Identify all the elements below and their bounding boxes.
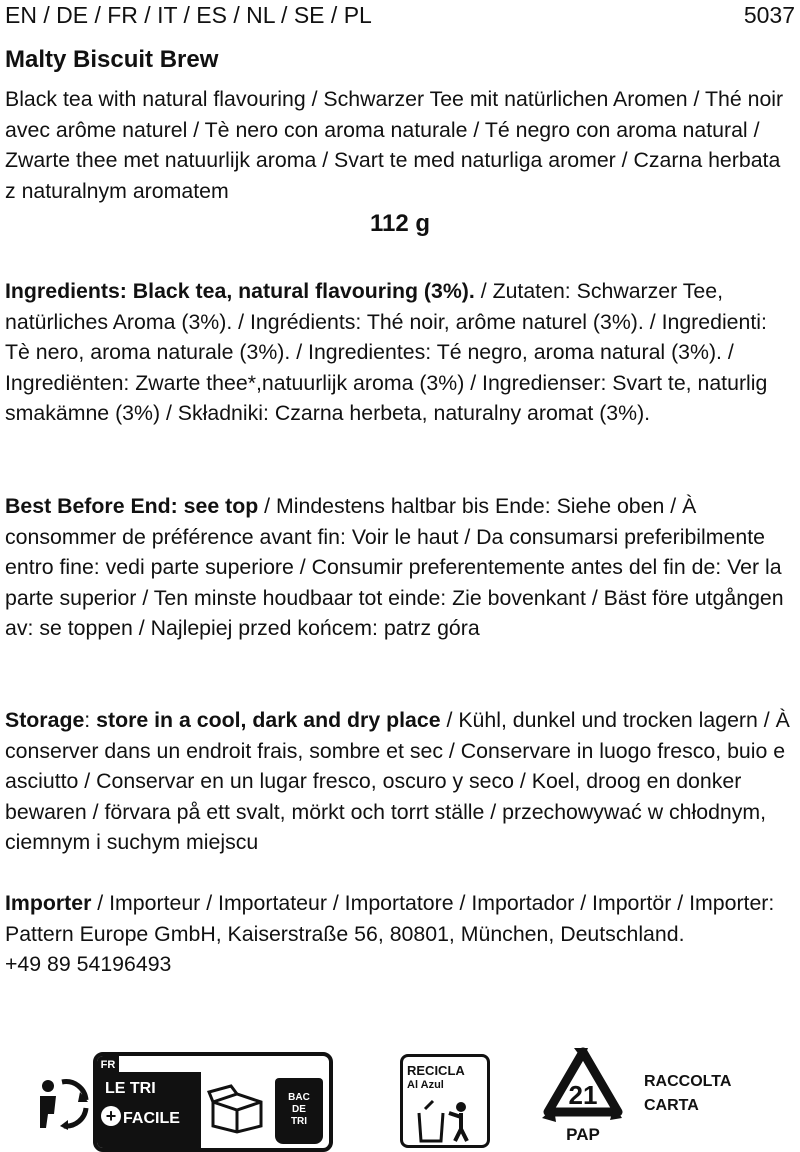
header-row — [5, 0, 795, 34]
bin-text-1: BAC — [288, 1092, 310, 1103]
pap-number: 21 — [568, 1080, 598, 1110]
product-code: 5037 — [743, 2, 795, 28]
pap-21-recycling-icon — [538, 1046, 628, 1146]
bin-text-2: DE — [292, 1104, 306, 1115]
recicla-title: RECICLA — [407, 1063, 465, 1078]
le-tri-text: LE TRI — [105, 1080, 156, 1097]
ingredients-label: Ingredients: Black tea, natural flavouring (3%). — [5, 279, 475, 303]
best-before-section — [5, 491, 795, 644]
raccolta-line-2: CARTA — [644, 1097, 699, 1114]
product-description: Black tea with natural flavouring / Schwarzer Tee mit natürlichen Aromen / Thé noir avec arôme naturel / Tè nero con aroma naturale / Té negro con aroma natural / Zwarte thee met natuurlijk aroma / Svart te med naturliga aromer / Czarna herbata z naturalnym aromatem — [5, 87, 784, 203]
importer-phone: +49 89 54196493 — [5, 952, 172, 976]
raccolta-carta-text — [644, 1070, 731, 1118]
le-tri-box — [97, 1072, 201, 1148]
storage-text: / Kühl, dunkel und trocken lagern / À conserver dans un endroit frais, sombre et sec / Conservare in luogo fresco, buio e asciutto / Conservar en un lugar fresco, oscuro y seco / Koel, droog en donker bewaren / förvara på ett svalt, mörkt och torrt ställe / przechowywać w chłodnym, ciemnym i suchym miejscu — [5, 708, 790, 854]
bin-text-3: TRI — [290, 1116, 308, 1127]
recicla-badge — [400, 1054, 490, 1148]
importer-section — [5, 888, 795, 980]
best-before-label: Best Before End: see top — [5, 494, 259, 518]
recycling-bin-person-icon — [413, 1099, 483, 1143]
pap-label: PAP — [566, 1125, 600, 1144]
net-weight: 112 g — [369, 210, 431, 237]
sorting-bin-icon — [275, 1078, 323, 1144]
storage-colon: : — [84, 708, 97, 732]
product-title: Malty Biscuit Brew — [5, 46, 219, 73]
le-tri-facile-badge — [93, 1052, 333, 1152]
storage-section — [5, 705, 795, 858]
triman-icon — [28, 1070, 90, 1132]
importer-label: Importer — [5, 891, 92, 915]
recicla-subtitle: Al Azul — [407, 1079, 444, 1091]
importer-address: Pattern Europe GmbH, Kaiserstraße 56, 80801, München, Deutschland. — [5, 921, 685, 946]
storage-instruction: store in a cool, dark and dry place — [96, 708, 441, 732]
fr-tag: FR — [97, 1056, 119, 1074]
importer-text: / Importeur / Importateur / Importatore / Importador / Importör / Importer: — [91, 891, 775, 915]
facile-text: FACILE — [123, 1110, 180, 1127]
storage-label: Storage — [5, 708, 85, 732]
language-list: EN / DE / FR / IT / ES / NL / SE / PL — [5, 2, 372, 28]
raccolta-line-1: RACCOLTA — [644, 1073, 732, 1090]
plus-icon: + — [101, 1106, 121, 1126]
carton-box-icon — [207, 1084, 267, 1134]
best-before-text: / Mindestens haltbar bis Ende: Siehe oben / À consommer de préférence avant fin: Voir le haut / Da consumarsi preferibilmente entro fine: vedi parte superiore / Consumir preferentemente antes del fin de: Ver la parte superior / Ten minste houdbaar tot einde: Zie bovenkant / Bäst före utgången av: se toppen / Najlepiej przed końcem: patrz góra — [5, 494, 784, 640]
ingredients-text: / Zutaten: Schwarzer Tee, natürliches Aroma (3%). / Ingrédients: Thé noir, arôme naturel (3%). / Ingredienti: Tè nero, aroma naturale (3%). / Ingredientes: Té negro, aroma natural (3%). / Ingrediënten: Zwarte thee*,natuurlijk aroma (3%) / Ingredienser: Svart te, naturlig smakämne (3%) / Składniki: Czarna herbeta, naturalny aromat (3%). — [5, 279, 768, 425]
ingredients-section — [5, 276, 795, 429]
recycling-logos — [0, 1040, 800, 1149]
